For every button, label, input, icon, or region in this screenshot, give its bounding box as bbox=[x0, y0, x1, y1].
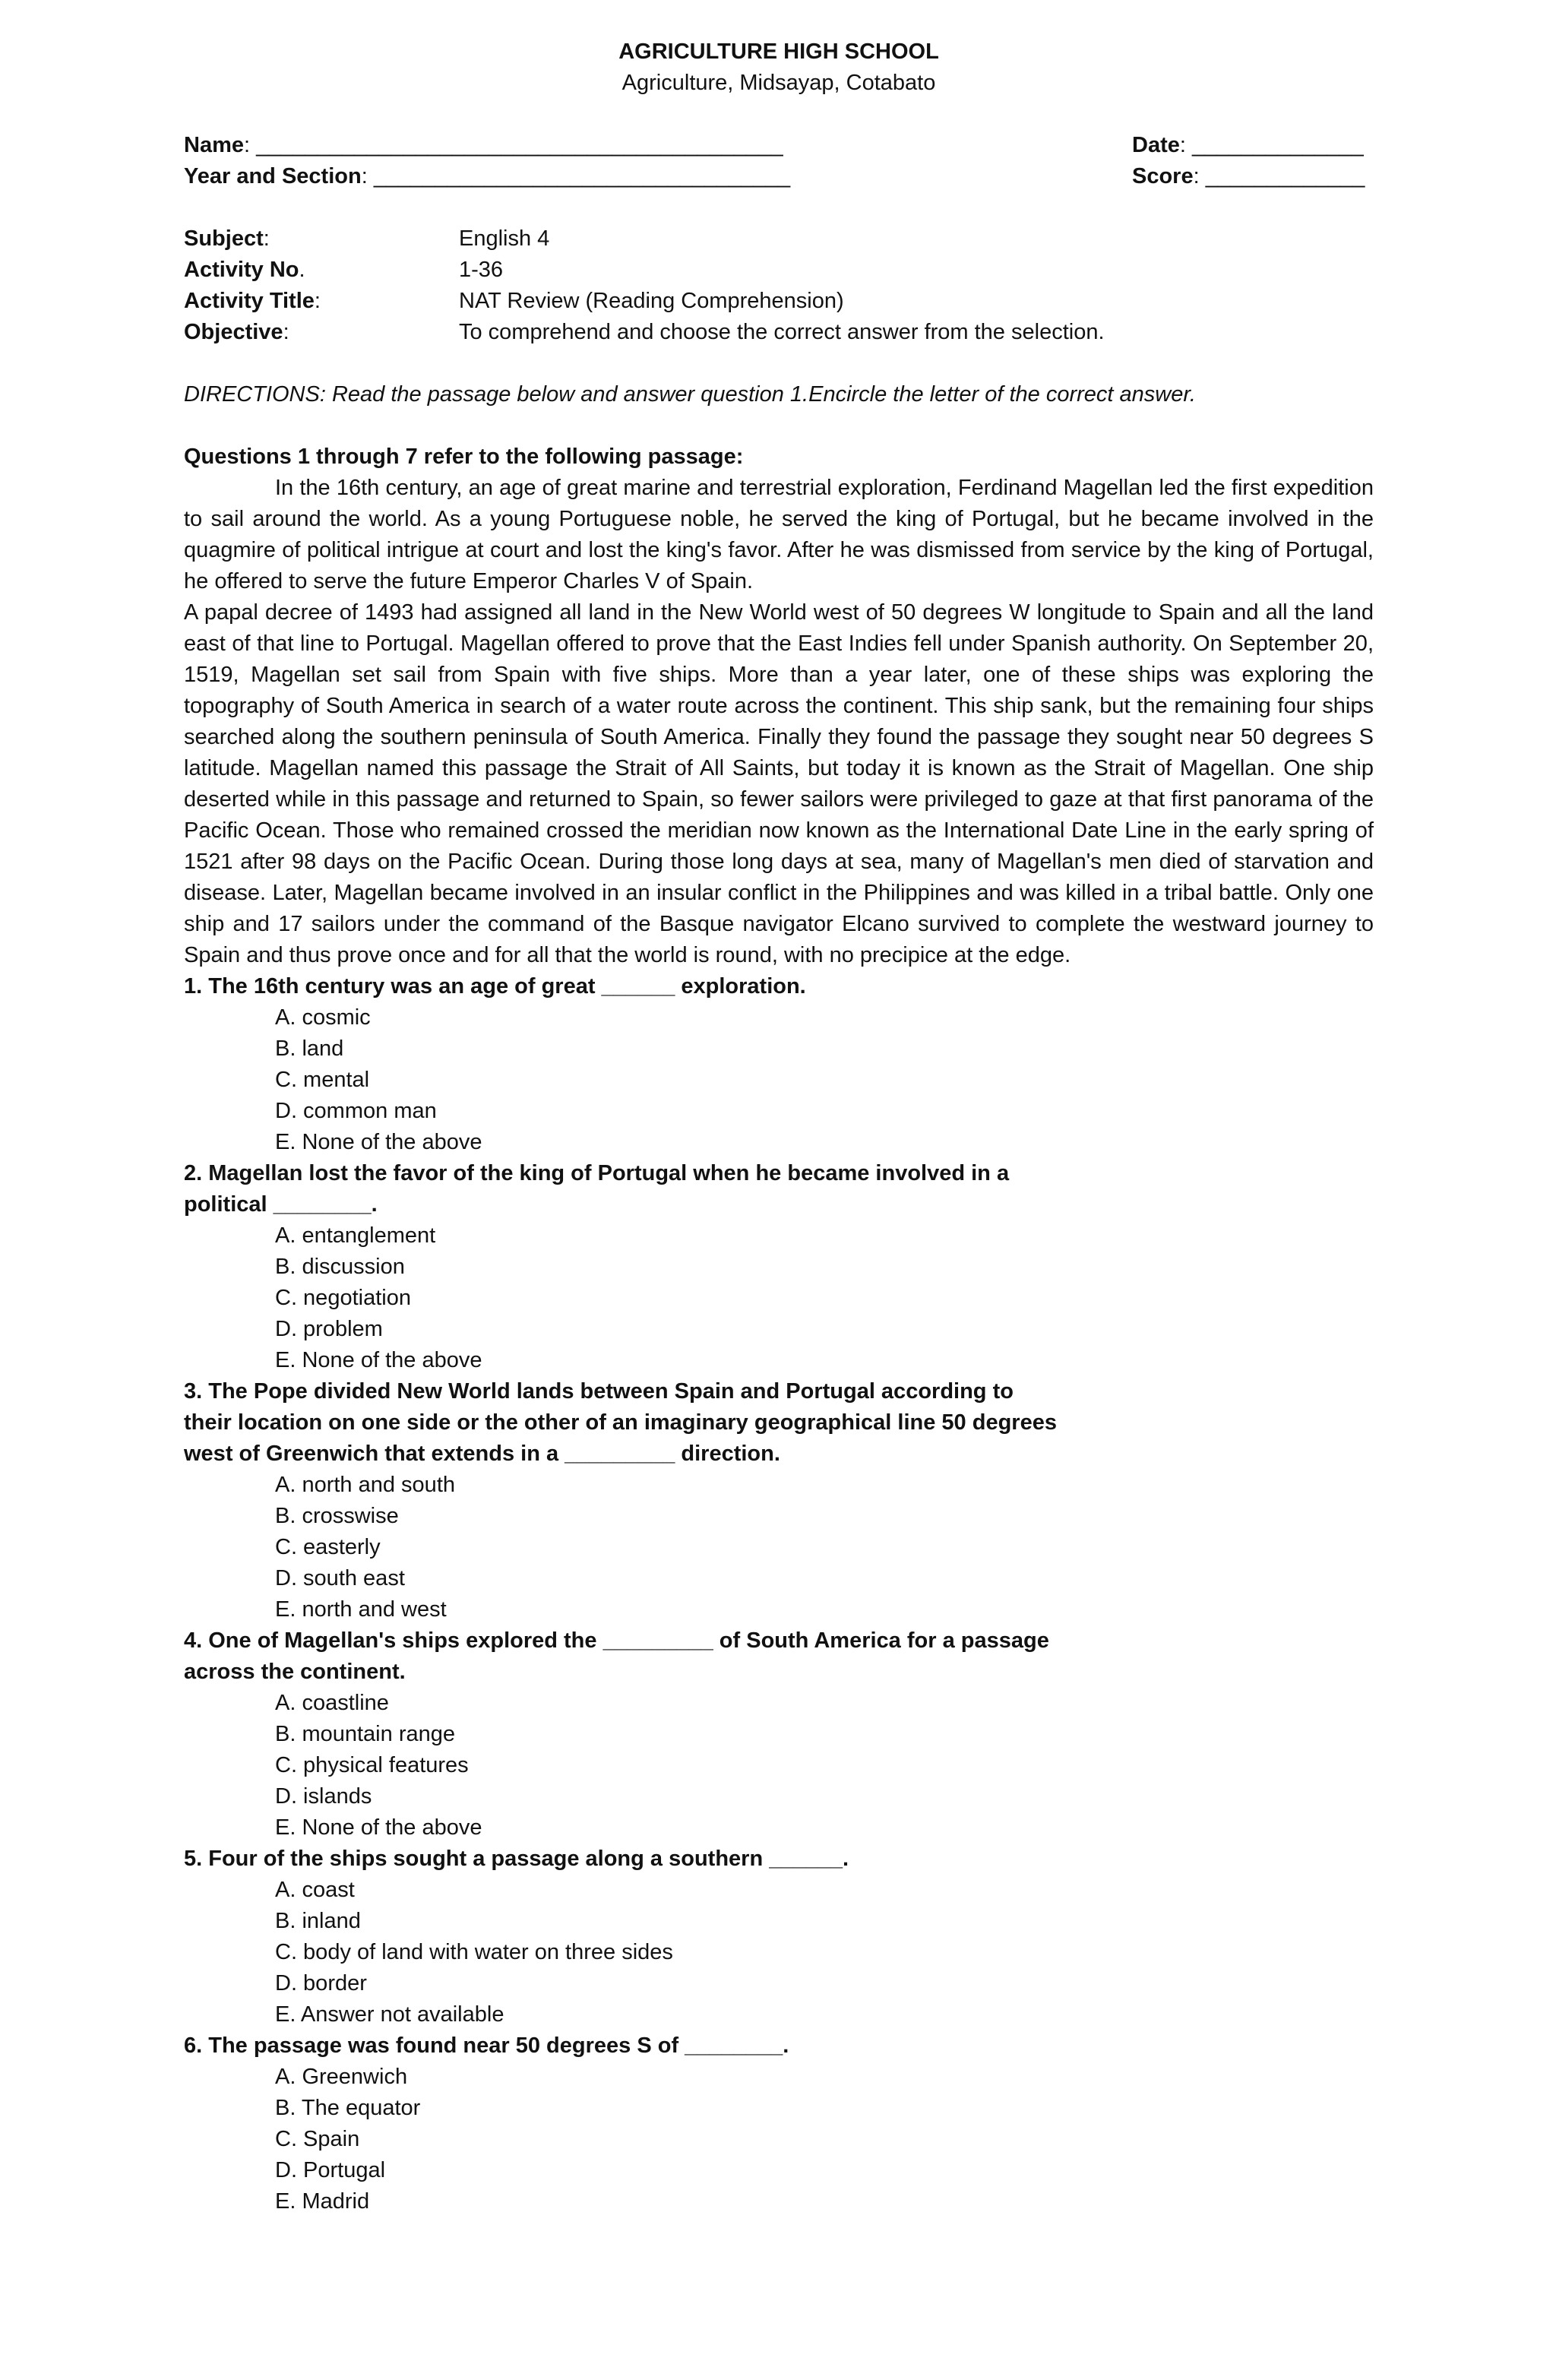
answer-option[interactable]: E. None of the above bbox=[275, 1130, 482, 1154]
answer-option[interactable]: E. Madrid bbox=[275, 2189, 370, 2214]
answer-option[interactable]: E. None of the above bbox=[275, 1815, 482, 1840]
score-blank: : _____________ bbox=[1193, 164, 1365, 188]
passage-heading: Questions 1 through 7 refer to the following passage: bbox=[184, 445, 744, 469]
question-text: across the continent. bbox=[184, 1660, 406, 1684]
answer-option[interactable]: A. cosmic bbox=[275, 1005, 371, 1030]
answer-option[interactable]: B. mountain range bbox=[275, 1722, 455, 1746]
answer-option[interactable]: A. north and south bbox=[275, 1473, 455, 1497]
school-name: AGRICULTURE HIGH SCHOOL bbox=[618, 40, 939, 64]
answer-option[interactable]: A. coastline bbox=[275, 1691, 389, 1715]
question-block bbox=[184, 1376, 1374, 1625]
passage-paragraph-2: A papal decree of 1493 had assigned all land in the New World west of 50 degrees W longitude to Spain and all the land east of that line to Portugal. Magellan offered to prove that the East Indies fell under Spanish authority. On September 20, 1519, Magellan set sail from Spain with five ships. More than a year later, one of these ships was exploring the topography of South America in search of a water route across the continent. This ship sank, but the remaining four ships searched along the southern peninsula of South America. Finally they found the passage they sought near 50 degrees S latitude. Magellan named this passage the Strait of All Saints, but today it is known as the Strait of Magellan. One ship deserted while in this passage and returned to Spain, so fewer sailors were privileged to gaze at that first panorama of the Pacific Ocean. Those who remained crossed the meridian now known as the International Date Line in the early spring of 1521 after 98 days on the Pacific Ocean. During those long days at sea, many of Magellan's men died of starvation and disease. Later, Magellan became involved in an insular conflict in the Philippines and was killed in a tribal battle. Only one ship and 17 sailors under the command of the Basque navigator Elcano survived to complete the westward journey to Spain and thus prove once and for all that the world is round, with no precipice at the edge. bbox=[184, 600, 1374, 967]
question-block bbox=[184, 971, 1374, 1158]
question-text: 4. One of Magellan's ships explored the _________ of South America for a passage bbox=[184, 1628, 1049, 1653]
year-section-field[interactable] bbox=[184, 161, 790, 192]
answer-options bbox=[184, 1688, 1374, 1844]
answer-option[interactable]: A. coast bbox=[275, 1878, 355, 1902]
activity-no-row bbox=[184, 255, 1374, 286]
name-blank: : ___________________________________________ bbox=[244, 133, 783, 157]
answer-option[interactable]: E. None of the above bbox=[275, 1348, 482, 1372]
answer-options bbox=[184, 1470, 1374, 1625]
answer-option[interactable]: E. Answer not available bbox=[275, 2002, 504, 2027]
question-text: west of Greenwich that extends in a _________ direction. bbox=[184, 1442, 780, 1466]
question-text: 5. Four of the ships sought a passage along a southern ______. bbox=[184, 1847, 849, 1871]
spacer bbox=[184, 99, 1374, 130]
question-text: 6. The passage was found near 50 degrees S of ________. bbox=[184, 2033, 789, 2058]
name-date-row bbox=[184, 130, 1374, 161]
answer-option[interactable]: D. border bbox=[275, 1971, 367, 1995]
question-block bbox=[184, 1844, 1374, 2030]
objective-value: To comprehend and choose the correct answer from the selection. bbox=[459, 320, 1105, 344]
answer-option[interactable]: D. Portugal bbox=[275, 2158, 386, 2182]
subject-row bbox=[184, 223, 1374, 255]
spacer bbox=[184, 348, 1374, 379]
spacer bbox=[184, 410, 1374, 442]
answer-options bbox=[184, 1875, 1374, 2030]
date-blank: : ______________ bbox=[1179, 133, 1364, 157]
answer-option[interactable]: C. Spain bbox=[275, 2127, 360, 2151]
school-address: Agriculture, Midsayap, Cotabato bbox=[621, 71, 936, 95]
activity-title-row bbox=[184, 286, 1374, 317]
answer-option[interactable]: D. problem bbox=[275, 1317, 383, 1341]
answer-option[interactable]: B. The equator bbox=[275, 2096, 421, 2120]
question-text: 1. The 16th century was an age of great ______ exploration. bbox=[184, 974, 806, 999]
activity-title-value: NAT Review (Reading Comprehension) bbox=[459, 289, 844, 313]
activity-title-label: Activity Title: bbox=[184, 289, 321, 313]
date-field[interactable] bbox=[1132, 130, 1374, 161]
objective-label: Objective: bbox=[184, 320, 289, 344]
answer-option[interactable]: B. discussion bbox=[275, 1255, 405, 1279]
question-text: their location on one side or the other of an imaginary geographical line 50 degrees bbox=[184, 1410, 1057, 1435]
answer-option[interactable]: C. body of land with water on three sides bbox=[275, 1940, 673, 1964]
subject-label: Subject: bbox=[184, 226, 270, 251]
objective-row bbox=[184, 317, 1374, 348]
activity-no-label: Activity No. bbox=[184, 258, 305, 282]
answer-option[interactable]: D. islands bbox=[275, 1784, 372, 1809]
score-field[interactable] bbox=[1132, 161, 1374, 192]
question-list bbox=[184, 971, 1374, 2217]
question-block bbox=[184, 1625, 1374, 1844]
question-text: 3. The Pope divided New World lands between Spain and Portugal according to bbox=[184, 1379, 1014, 1404]
question-block bbox=[184, 1158, 1374, 1376]
answer-option[interactable]: C. mental bbox=[275, 1068, 370, 1092]
year-score-row bbox=[184, 161, 1374, 192]
answer-options bbox=[184, 1002, 1374, 1158]
answer-option[interactable]: A. entanglement bbox=[275, 1223, 436, 1248]
answer-option[interactable]: E. north and west bbox=[275, 1597, 447, 1622]
directions: DIRECTIONS: Read the passage below and answer question 1.Encircle the letter of the correct answer. bbox=[184, 382, 1196, 407]
subject-value: English 4 bbox=[459, 226, 550, 251]
answer-option[interactable]: A. Greenwich bbox=[275, 2065, 408, 2089]
answer-option[interactable]: D. south east bbox=[275, 1566, 405, 1590]
answer-option[interactable]: B. land bbox=[275, 1037, 344, 1061]
question-text: political ________. bbox=[184, 1192, 378, 1217]
answer-option[interactable]: B. crosswise bbox=[275, 1504, 399, 1528]
answer-option[interactable]: C. physical features bbox=[275, 1753, 469, 1777]
name-field[interactable] bbox=[184, 130, 783, 161]
year-section-label: Year and Section bbox=[184, 164, 362, 188]
date-label: Date bbox=[1132, 133, 1180, 157]
name-label: Name bbox=[184, 133, 244, 157]
answer-option[interactable]: C. easterly bbox=[275, 1535, 381, 1559]
answer-options bbox=[184, 1220, 1374, 1376]
answer-option[interactable]: B. inland bbox=[275, 1909, 361, 1933]
answer-options bbox=[184, 2062, 1374, 2217]
question-block bbox=[184, 2030, 1374, 2217]
year-section-blank: : __________________________________ bbox=[361, 164, 791, 188]
score-label: Score bbox=[1132, 164, 1194, 188]
worksheet-page bbox=[184, 36, 1374, 2217]
question-text: 2. Magellan lost the favor of the king of Portugal when he became involved in a bbox=[184, 1161, 1010, 1185]
answer-option[interactable]: C. negotiation bbox=[275, 1286, 411, 1310]
answer-option[interactable]: D. common man bbox=[275, 1099, 437, 1123]
passage-paragraph-1: In the 16th century, an age of great marine and terrestrial exploration, Ferdinand Magellan led the first expedition to sail around the world. As a young Portuguese noble, he served the king of Portugal, but he became involved in the quagmire of political intrigue at court and lost the king's favor. After he was dismissed from service by the king of Portugal, he offered to serve the future Emperor Charles V of Spain. bbox=[184, 476, 1374, 593]
spacer bbox=[184, 192, 1374, 223]
activity-no-value: 1-36 bbox=[459, 258, 504, 282]
